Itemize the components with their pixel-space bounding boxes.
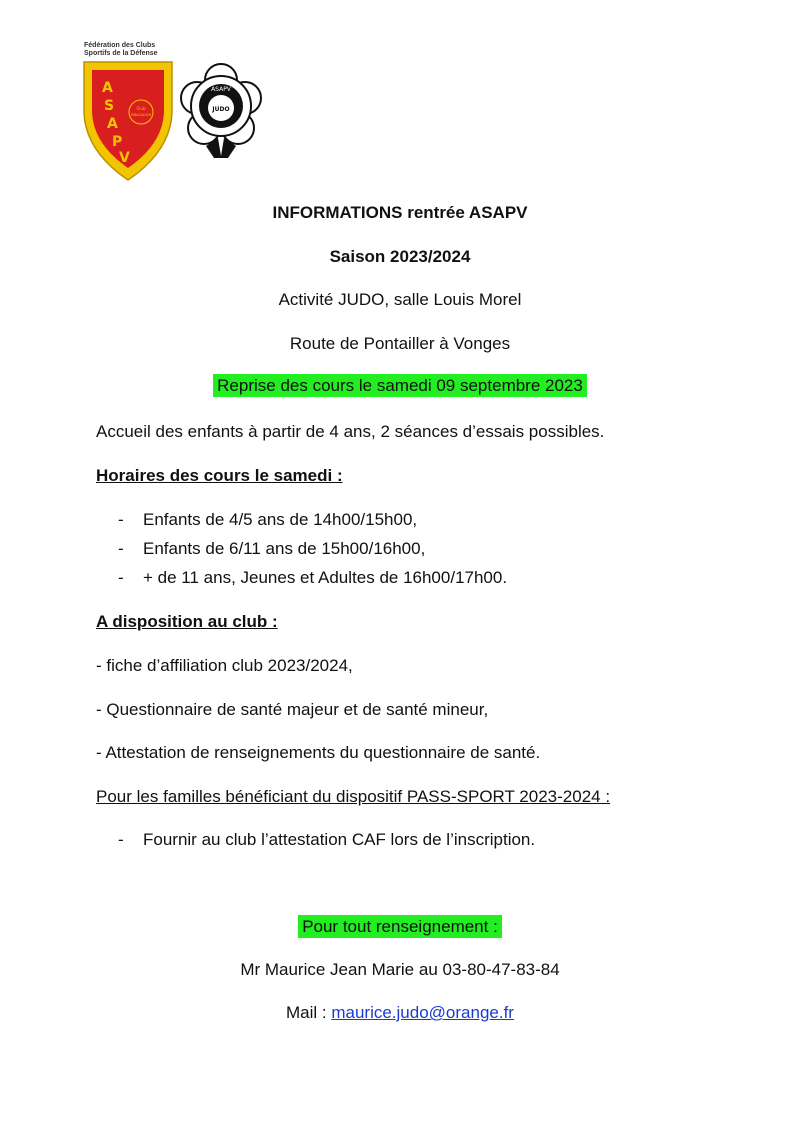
resume-line: Reprise des cours le samedi 09 septembre 2023 xyxy=(213,374,587,397)
list-bullet: - xyxy=(118,568,124,587)
pass-sport-heading: Pour les familles bénéficiant du dispositif PASS-SPORT 2023-2024 : xyxy=(96,787,611,806)
list-bullet: - xyxy=(118,510,124,529)
resume-line-wrapper xyxy=(0,376,800,396)
contact-heading: Pour tout renseignement : xyxy=(298,915,502,938)
schedule-item: Enfants de 4/5 ans de 14h00/15h00, xyxy=(143,510,418,529)
season-line: Saison 2023/2024 xyxy=(329,247,471,266)
schedule-item: + de 11 ans, Jeunes et Adultes de 16h00/17h00. xyxy=(143,568,508,587)
document-title: INFORMATIONS rentrée ASAPV xyxy=(272,203,528,222)
club-line: - Attestation de renseignements du questionnaire de santé. xyxy=(96,743,541,762)
contact-mail-line xyxy=(0,1003,800,1023)
svg-text:V: V xyxy=(119,150,130,166)
schedule-heading: Horaires des cours le samedi : xyxy=(96,466,343,485)
email-link[interactable]: maurice.judo@orange.fr xyxy=(331,1003,514,1022)
federation-caption: Fédération des Clubs Sportifs de la Défense xyxy=(84,42,158,57)
badge-line-2: DBASADON xyxy=(130,113,152,117)
contact-person: Mr Maurice Jean Marie au 03-80-47-83-84 xyxy=(240,960,560,979)
emblem-top-text: ASAPV xyxy=(211,86,231,93)
emblem-center-text: JUDO xyxy=(212,106,230,113)
asapv-shield-logo xyxy=(78,40,178,185)
svg-text:P: P xyxy=(112,134,123,150)
mail-label: Mail : xyxy=(286,1003,332,1022)
activity-line: Activité JUDO, salle Louis Morel xyxy=(278,290,522,309)
address-line: Route de Pontailler à Vonges xyxy=(289,334,511,353)
club-line: - fiche d’affiliation club 2023/2024, xyxy=(96,656,353,675)
svg-text:S: S xyxy=(104,98,115,114)
list-bullet: - xyxy=(118,830,124,849)
badge-line-1: Club xyxy=(136,106,146,111)
svg-text:A: A xyxy=(102,80,113,96)
schedule-item: Enfants de 6/11 ans de 15h00/16h00, xyxy=(143,539,426,558)
list-bullet: - xyxy=(118,539,124,558)
judo-emblem-logo xyxy=(178,58,264,174)
svg-text:A: A xyxy=(107,116,118,132)
contact-heading-wrapper xyxy=(0,917,800,937)
pass-sport-item: Fournir au club l’attestation CAF lors de l’inscription. xyxy=(143,830,536,849)
logos-area xyxy=(78,40,268,190)
club-line: - Questionnaire de santé majeur et de santé mineur, xyxy=(96,700,489,719)
welcome-text: Accueil des enfants à partir de 4 ans, 2 séances d’essais possibles. xyxy=(96,422,605,441)
club-heading: A disposition au club : xyxy=(96,612,278,631)
